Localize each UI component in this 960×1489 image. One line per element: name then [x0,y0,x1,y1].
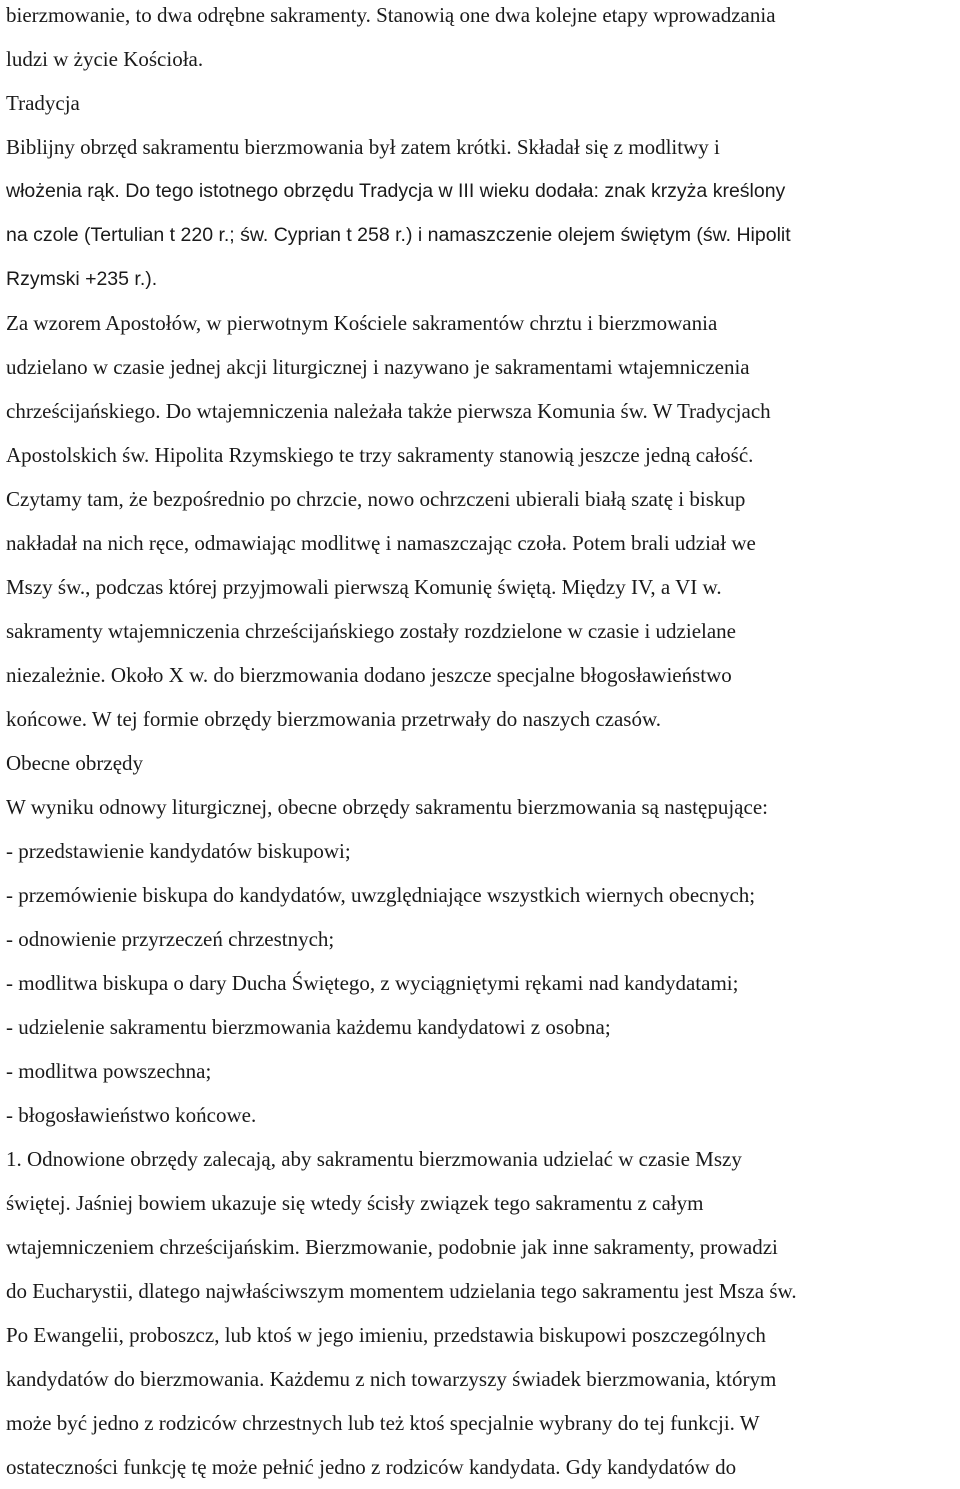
list-item: - modlitwa biskupa o dary Ducha Świętego, z wyciągniętymi rękami nad kandydatami; [6,971,739,995]
list-item: - przemówienie biskupa do kandydatów, uwzględniające wszystkich wiernych obecnych; [6,883,756,907]
text-line: ludzi w życie Kościoła. [6,47,204,71]
list-item: - błogosławieństwo końcowe. [6,1103,257,1127]
text-line: chrześcijańskiego. Do wtajemniczenia należała także pierwsza Komunia św. W Tradycjach [6,399,771,423]
text-line: Biblijny obrzęd sakramentu bierzmowania był zatem krótki. Składał się z modlitwy i [6,135,720,159]
text-line: wtajemniczeniem chrześcijańskim. Bierzmowanie, podobnie jak inne sakramenty, prowadzi [6,1235,778,1259]
section-heading: Obecne obrzędy [6,751,144,775]
text-line: Za wzorem Apostołów, w pierwotnym Kościele sakramentów chrztu i bierzmowania [6,311,718,335]
text-line: świętej. Jaśniej bowiem ukazuje się wtedy ścisły związek tego sakramentu z całym [6,1191,704,1215]
text-line: sakramenty wtajemniczenia chrześcijańskiego zostały rozdzielone w czasie i udzielane [6,619,736,643]
section-heading: Tradycja [6,91,80,115]
text-line: W wyniku odnowy liturgicznej, obecne obrzędy sakramentu bierzmowania są następujące: [6,795,768,819]
text-line: może być jedno z rodziców chrzestnych lub też ktoś specjalnie wybrany do tej funkcji. W [6,1411,760,1435]
text-line: Apostolskich św. Hipolita Rzymskiego te trzy sakramenty stanowią jeszcze jedną całość. [6,443,754,467]
document-page [6,0,954,1489]
list-item: - udzielenie sakramentu bierzmowania każdemu kandydatowi z osobna; [6,1015,611,1039]
text-line: niezależnie. Około X w. do bierzmowania dodano jeszcze specjalne błogosławieństwo [6,663,732,687]
text-line: nakładał na nich ręce, odmawiając modlitwę i namaszczając czoła. Potem brali udział we [6,531,756,555]
text-line: udzielano w czasie jednej akcji liturgicznej i nazywano je sakramentami wtajemniczenia [6,355,750,379]
text-line: Po Ewangelii, proboszcz, lub ktoś w jego imieniu, przedstawia biskupowi poszczególnych [6,1323,766,1347]
text-line: Czytamy tam, że bezpośrednio po chrzcie, nowo ochrzczeni ubierali białą szatę i biskup [6,487,746,511]
text-line: na czole (Tertulian t 220 r.; św. Cyprian t 258 r.) i namaszczenie olejem świętym (św. Hipolit [6,224,791,246]
text-line: Mszy św., podczas której przyjmowali pierwszą Komunię świętą. Między IV, a VI w. [6,575,722,599]
text-line: włożenia rąk. Do tego istotnego obrzędu Tradycja w III wieku dodała: znak krzyża kreślony [6,180,786,202]
text-line: 1. Odnowione obrzędy zalecają, aby sakramentu bierzmowania udzielać w czasie Mszy [6,1147,742,1171]
text-line: bierzmowanie, to dwa odrębne sakramenty. Stanowią one dwa kolejne etapy wprowadzania [6,3,776,27]
list-item: - modlitwa powszechna; [6,1059,212,1083]
text-line: kandydatów do bierzmowania. Każdemu z nich towarzyszy świadek bierzmowania, którym [6,1367,777,1391]
list-item: - odnowienie przyrzeczeń chrzestnych; [6,927,335,951]
list-item: - przedstawienie kandydatów biskupowi; [6,839,351,863]
text-line: Rzymski +235 r.). [6,268,158,290]
text-line: końcowe. W tej formie obrzędy bierzmowania przetrwały do naszych czasów. [6,707,662,731]
text-line: ostateczności funkcję tę może pełnić jedno z rodziców kandydata. Gdy kandydatów do [6,1455,737,1479]
text-line: do Eucharystii, dlatego najwłaściwszym momentem udzielania tego sakramentu jest Msza św. [6,1279,797,1303]
